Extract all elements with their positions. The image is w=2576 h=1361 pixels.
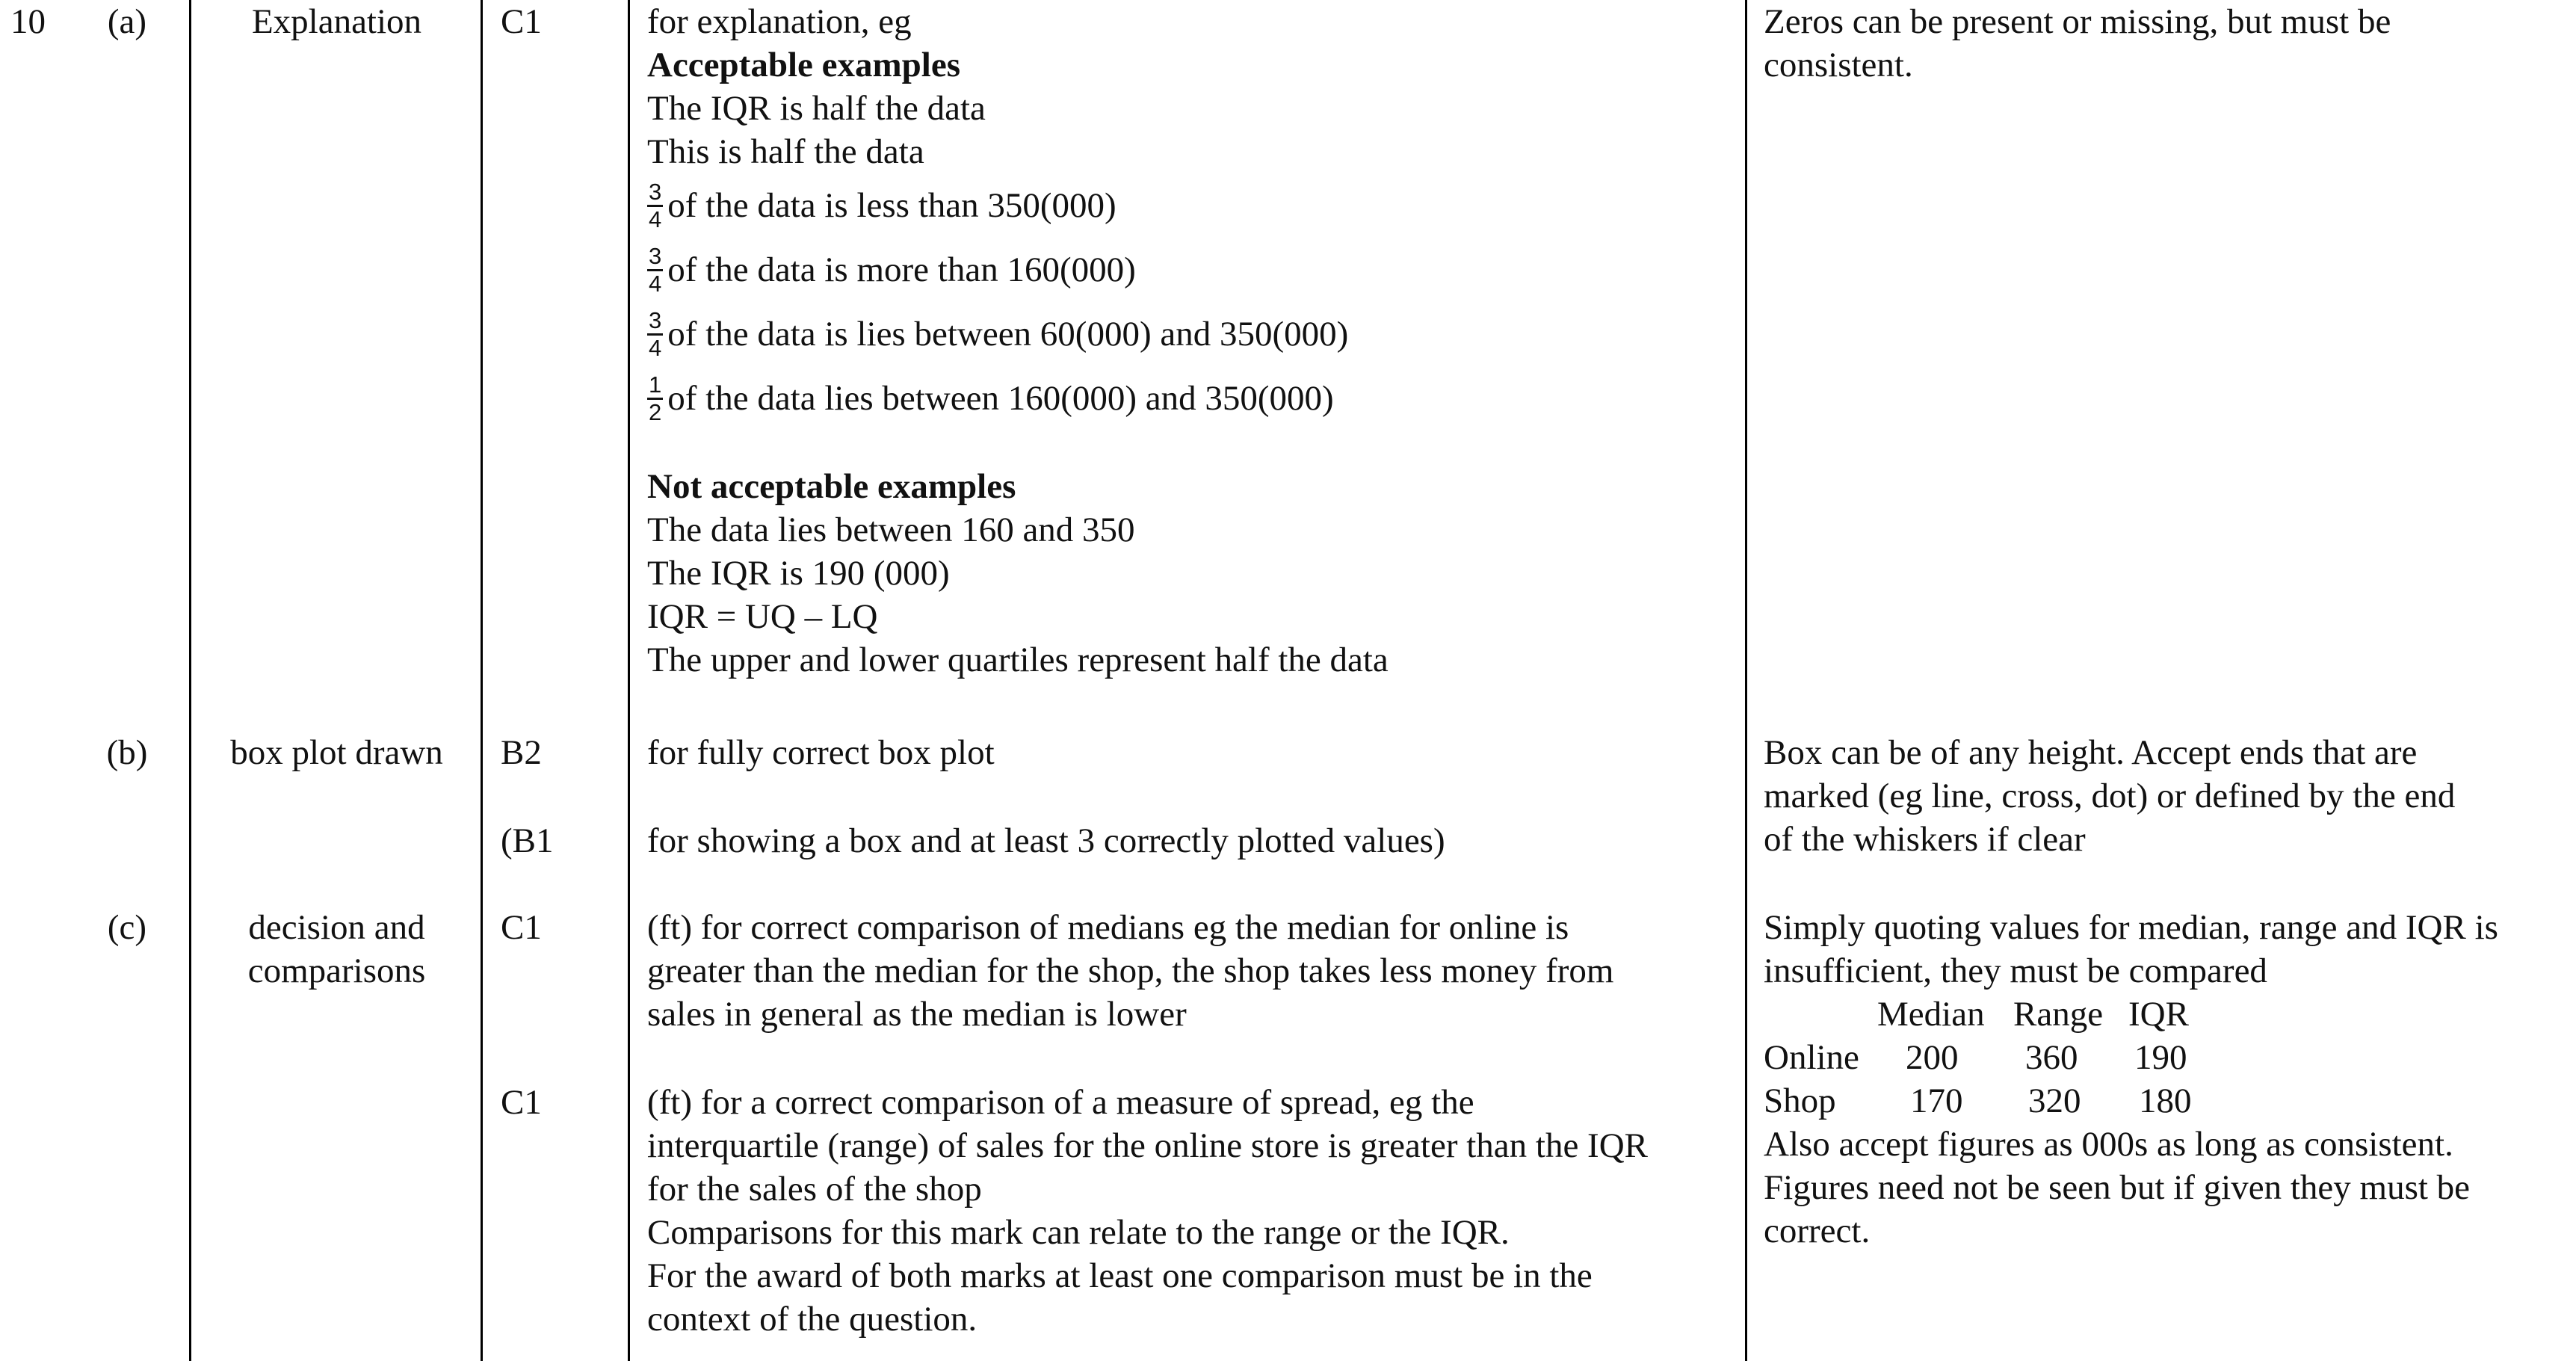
notes-a-intro: for explanation, eg: [647, 2, 912, 41]
part-label-a: (a): [107, 2, 147, 41]
notes-a: [647, 0, 1389, 682]
column-divider-2: [481, 0, 483, 1361]
not-acceptable-examples-heading: Not acceptable examples: [647, 467, 1016, 506]
comparison-table-row-shop: Shop 170 320 180: [1764, 1081, 2192, 1120]
comparison-table-header: [1764, 993, 2227, 1036]
notes-b-fully-correct: for fully correct box plot: [647, 733, 995, 772]
mark-c1-spread: C1: [501, 1083, 542, 1122]
acceptable-fraction-example: $\frac{3}{4}$ of the data is lies between 60(000) and 350(000): [649, 306, 1349, 361]
not-acceptable-example: The upper and lower quartiles represent half the data: [647, 641, 1389, 679]
acceptable-examples-heading: Acceptable examples: [647, 46, 960, 84]
answer-c: decision and comparisons: [247, 908, 426, 990]
comparison-table: [1764, 993, 2227, 1123]
fraction: $\frac{1}{2}$: [649, 371, 662, 425]
guidance-a: Zeros can be present or missing, but must be consistent.: [1764, 2, 2391, 84]
fraction: $\frac{3}{4}$: [649, 178, 662, 232]
acceptable-fraction-example: $\frac{3}{4}$ of the data is less than 350(000): [649, 178, 1116, 232]
mark-a: C1: [501, 2, 542, 41]
not-acceptable-example: The IQR is 190 (000): [647, 554, 950, 593]
question-number: 10: [10, 2, 46, 41]
mark-b1: (B1: [501, 821, 554, 860]
column-divider-3: [628, 0, 630, 1361]
acceptable-example: The IQR is half the data: [647, 89, 986, 128]
notes-c-spread: (ft) for a correct comparison of a measure of spread, eg the interquartile (range) of sales for the online store is greater than the IQR for the sales of the shop Comparisons for this mark can relate to the range or the IQR. For the award of both marks at least one comparison must be in the context of the question.: [647, 1083, 1648, 1339]
comparison-table-row-online: Online 200 360 190: [1764, 1038, 2187, 1077]
acceptable-fraction-example: $\frac{1}{2}$ of the data lies between 160(000) and 350(000): [649, 371, 1334, 425]
notes-b-partial: for showing a box and at least 3 correctly plotted values): [647, 821, 1445, 860]
guidance-c: Simply quoting values for median, range and IQR is insufficient, they must be compared Median Range IQR Online 200 360 190 Shop 170 320 180 Also accept figures as 000s as long as consistent. Figures need not be seen but if given they must be correct.: [1764, 908, 2498, 1250]
header-iqr: IQR: [2128, 995, 2189, 1034]
acceptable-example: This is half the data: [647, 132, 924, 171]
header-range: Range: [2013, 995, 2104, 1034]
answer-a: Explanation: [251, 2, 422, 41]
column-divider-4: [1745, 0, 1747, 1361]
not-acceptable-example: The data lies between 160 and 350: [647, 510, 1135, 549]
mark-b2: B2: [501, 733, 542, 772]
acceptable-fraction-example: $\frac{3}{4}$ of the data is more than 160(000): [649, 242, 1136, 297]
notes-c-median: (ft) for correct comparison of medians eg the median for online is greater than the median for the shop, the shop takes less money from sales in general as the median is lower: [647, 908, 1614, 1034]
column-divider-1: [189, 0, 191, 1361]
header-median: Median: [1877, 995, 1985, 1034]
part-label-c: (c): [107, 908, 147, 947]
not-acceptable-example: IQR = UQ – LQ: [647, 597, 878, 636]
part-label-b: (b): [106, 733, 148, 772]
fraction: $\frac{3}{4}$: [649, 306, 662, 361]
fraction: $\frac{3}{4}$: [649, 242, 662, 297]
mark-c1-median: C1: [501, 908, 542, 947]
guidance-b: Box can be of any height. Accept ends that are marked (eg line, cross, dot) or defined by the end of the whiskers if clear: [1764, 733, 2456, 859]
answer-b: box plot drawn: [230, 733, 443, 772]
